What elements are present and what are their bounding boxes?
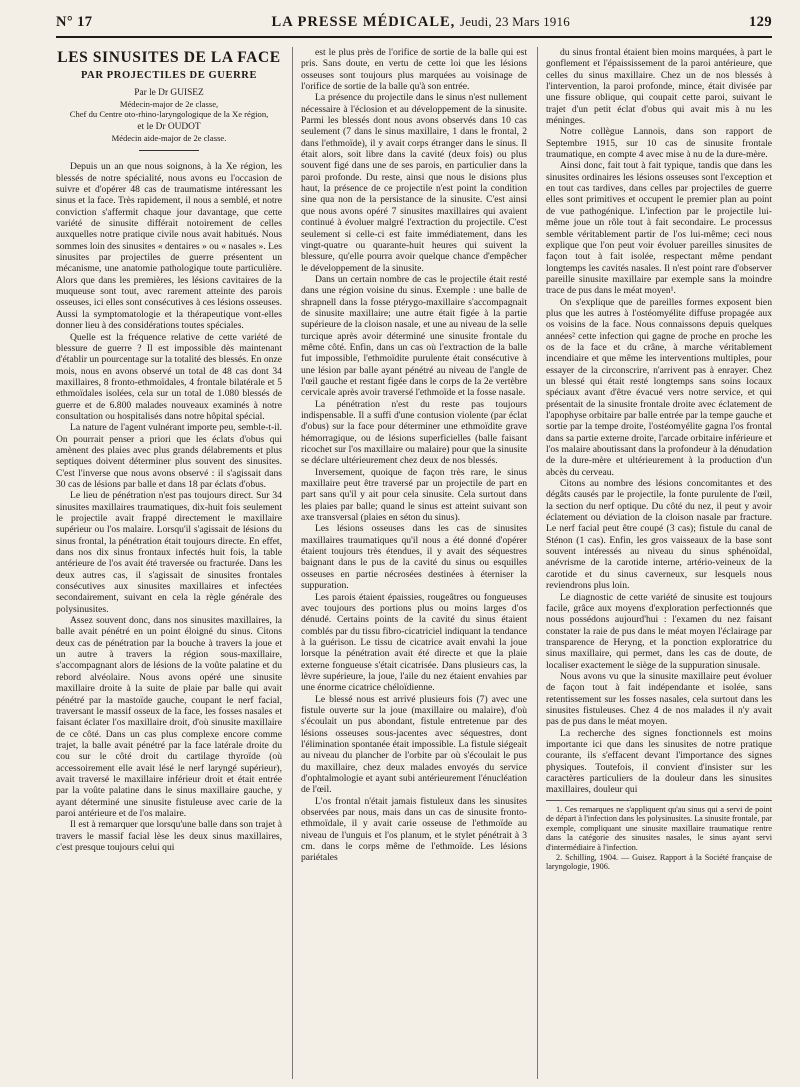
paragraph: Ainsi donc, fait tout à fait typique, tandis que dans les sinusites ordinaires les lésions osseuses sont l'exception et en tout cas tardives, dans celles par projectiles de guerre elles sont primitives et occupent le premier plan au point de vue pathogénique. L'infection par le projectile lui-même joue un rôle tout à fait secondaire. Le processus semble véritablement partir de l'os lui-même; ceci nous explique que l'on peut voir évoluer pareilles sinusites de façon tout à fait isolée, respectant même pendant longtemps les cavités nasales. Il n'est point rare d'observer pareille sinusite maxillaire par exemple sans la moindre trace de pus dans le méat moyen¹. — [546, 160, 772, 297]
paragraph: Inversement, quoique de façon très rare, le sinus maxillaire peut être traversé par un projectile de part en part sans qu'il y ait pour cela sinusite. Cela surtout dans les plaies par balle; quand le sinus est atteint suivant son axe transversal (plaies en séton du sinus). — [301, 466, 527, 524]
masthead — [272, 14, 570, 31]
author-1-role-1: Médecin-major de 2e classe, — [119, 99, 219, 110]
paragraph: Nous avons vu que la sinusite maxillaire peut évoluer de façon tout à fait indépendante et isolée, sans retentissement sur les fosses nasales, cela surtout dans les sinusites fistuleuses. Chez 4 de nos malades il n'y avait pas de pus dans le méat moyen. — [546, 670, 772, 728]
footnote: 2. Schilling, 1904. — Guisez. Rapport à la Société française de laryngologie, 1906. — [546, 852, 772, 872]
paragraph: est le plus près de l'orifice de sortie de la balle qui est pris. Sans doute, en vertu de cette loi que les lésions osseuses sont toujours plus marquées au voisinage de l'orifice de sortie de la balle qu'à son entrée. — [301, 47, 527, 93]
paragraph: La présence du projectile dans le sinus n'est nullement nécessaire à l'éclosion et au développement de la sinusite. Parmi les blessés dont nous avons observés dans 10 cas seulement (7 dans le sinus maxillaire, 1 dans le frontal, 2 dans l'ethmoïde), il y avait corps étranger dans le sinus. Il était alors, soit libre dans la cavité (deux fois) ou plus souvent figé dans une de ses parois, en particulier dans la paroi profonde. Du reste, ainsi que nous le disions plus haut, la présence de ce projectile n'est point la condition sine qua non de la persistance de la sinusite. C'est ainsi que nous avons opéré 7 sinusites maxillaires qui avaient continué à évoluer malgré l'extraction du projectile. C'est seulement si celle-ci est faite immédiatement, dans les vingt-quatre ou quarante-huit heures qui suivent la blessure, qu'elle pourra avoir quelque chance d'empêcher le développement de la sinusite. — [301, 92, 527, 274]
column-1 — [56, 47, 282, 1079]
paragraph: Notre collègue Lannois, dans son rapport de Septembre 1915, sur 10 cas de sinusite frontale traumatique, en compte 4 avec mise à nu de la dure-mère. — [546, 126, 772, 161]
paragraph: Les parois étaient épaissies, rougeâtres ou fongueuses avec toujours des portions plus ou moins larges d'os dénudé. Certains points de la cavité du sinus étaient comblés par du tissu fibro-cicatriciel indiquant la tendance à la guérison. Le tissu de cicatrice avait envahi la joue lorsque la pénétration avait été directe et que la plaie externe fongueuse s'était cicatrisée. Dans plusieurs cas, la lèvre supérieure, la joue, l'aile du nez étaient envahies par une énorme cicatrice chéloïdienne. — [301, 591, 527, 694]
paragraph: Depuis un an que nous soignons, à la Xe région, les blessés de notre spécialité, nous avons eu l'occasion de suivre et d'opérer 48 cas de traumatisme intéressant les sinus et la face. Très rapidement, il nous a semblé, et notre conviction s'affermit chaque jour davantage, que cette variété de sinusite différait notoirement de celles auxquelles notre pratique civile nous avait habitués. Nous sommes loin des sinusites « dentaires » ou « nasales ». Les sinusites par projectiles de guerre présentent un mécanisme, une anatomie pathologique toute particulière. Alors que dans les premières, les lésions cavitaires de la muqueuse sont tout, avec rarement atteinte des parois osseuses, ici elles sont consécutives à ces lésions osseuses. Aussi la symptomatologie et la thérapeutique vont-elles donner lieu à des considérations toutes spéciales. — [56, 161, 282, 332]
paragraph: L'os frontal n'était jamais fistuleux dans les sinusites observées par nous, mais dans un cas de sinusite fronto-ethmoïdale, il y avait carie osseuse de l'ethmoïde au niveau de l'unguis et l'os planum, et le stylet pénétrait à 3 cm. dans le corps même de l'ethmoïde. Les lésions pariétales — [301, 795, 527, 864]
title-divider — [139, 150, 199, 151]
author-1: Par le Dr GUISEZ — [134, 88, 204, 99]
journal-name: LA PRESSE MÉDICALE, — [271, 14, 456, 30]
author-2: et le Dr OUDOT — [137, 122, 201, 133]
column-3 — [537, 47, 772, 1079]
article-columns — [56, 47, 772, 1087]
page-header — [56, 14, 772, 38]
article-subtitle: PAR PROJECTILES DE GUERRE — [80, 70, 258, 81]
article-title-block — [56, 49, 282, 151]
paragraph: Quelle est la fréquence relative de cette variété de blessure de guerre ? Il est impossible dès maintenant d'établir un pourcentage sur la totalité des blessés. En onze mois, nous en avons observé un total de 48 cas dont 34 maxillaires, 8 fronto-ethmoïdales, 4 frontale bilatérale et 5 ethmoïdales isolées, cela sur un total de 1.080 blessés de guerre et de 6.800 malades nouveaux examinés à notre consultation ou hospitalisés dans notre hôpital spécial. — [56, 331, 282, 422]
paragraph: La pénétration n'est du reste pas toujours indispensable. Il a suffi d'une contusion violente (par éclat d'obus) sur la face pour déterminer une ethmoïdite grave hémorragique, ou de lésions superficielles (balle faisant ricochet sur l'os maxillaire ou malaire) pour que la sinusite se déclare ultérieurement chez deux de nos blessés. — [301, 398, 527, 467]
author-1-role-2: Chef du Centre oto-rhino-laryngologique de la Xe région, — [69, 109, 269, 120]
paragraph: Le diagnostic de cette variété de sinusite est toujours facile, grâce aux moyens d'exploration perfectionnés que nous possédons aujourd'hui : l'examen du nez faisant constater la raie de pus dans le méat moyen l'éclairage par transparence de Heryng, et la ponction exploratrice du sinus maxillaire, qui permet, dans les cas de doute, de localiser exactement le siège de la suppuration sinusale. — [546, 591, 772, 671]
paragraph: Il est à remarquer que lorsqu'une balle dans son trajet à travers le massif facial lèse les deux sinus maxillaires, c'est presque toujours celui qui — [56, 819, 282, 853]
article-title: LES SINUSITES DE LA FACE — [57, 49, 281, 66]
page-number: 129 — [749, 14, 772, 30]
paragraph: du sinus frontal étaient bien moins marquées, à part le gonflement et l'épaississement de la paroi antérieure, que celles du sinus maxillaire. Chez un de nos blessés à l'intervention, la paroi profonde, mince, était divisée par une fissure oblique, qui coupait cette paroi, suivant le trajet d'un petit éclat d'obus qui avait mis à nu les méninges. — [546, 47, 772, 127]
issue-number: N° 17 — [56, 14, 93, 30]
paragraph: Le lieu de pénétration n'est pas toujours direct. Sur 34 sinusites maxillaires traumatiques, dix-huit fois seulement le projectile avait frappé directement le maxillaire supérieur ou l'os malaire. Lorsqu'il s'agissait de lésions du sinus frontal, la pénétration était toujours directe. En effet, dans nos dix sinus frontaux infectés huit fois, la table antérieure de l'os avait été traversée ou fracturée. Dans les deux autres cas, il s'agissait de sinusites frontales consécutives aux sinusites maxillaires et infectées secondairement, suivant en cela la règle générale des polysinusites. — [56, 490, 282, 615]
paragraph: Dans un certain nombre de cas le projectile était resté dans une région voisine du sinus. Exemple : une balle de shrapnell dans la fosse ptérygo-maxillaire s'accompagnait de sinusite maxillaire; une autre était figée à la partie supérieure de la cloison nasale, et une au niveau de la selle turcique après avoir déterminé une sinusite frontale du même côté. Enfin, dans un cas où l'extraction de la balle fut impossible, l'ethmoïdite purulente était consécutive à une lésion par balle ayant pénétré au niveau de l'angle de l'œil gauche et restant figée dans le corps de la 2e vertèbre cervicale après avoir traversé l'ethmoïde et la fosse nasale. — [301, 273, 527, 399]
paragraph: Le blessé nous est arrivé plusieurs fois (7) avec une fistule ouverte sur la joue (maxillaire ou malaire), d'où s'écoulait un pus abondant, fistule entretenue par des lésions osseuses sous-jacentes avec séquestres, dont l'élimination spontanée était impossible. La fistule siégeait au niveau du plancher de l'orbite par où s'écoulait le pus du maxillaire, chez deux malades envoyés du service d'ophtalmologie et ayant subi antérieurement l'énucléation de l'œil. — [301, 693, 527, 796]
paragraph: Citons au nombre des lésions concomitantes et des dégâts causés par le projectile, la fonte purulente de l'œil, la section du nerf optique. Du côté du nez, il peut y avoir éclatement ou déviation de la cloison nasale par fracture. Le nerf facial peut être coupé (3 cas); fistule du canal de Sténon (1 cas). Enfin, les gros vaisseaux de la base sont souvent intéressés au niveau du sinus sphénoïdal, anévrisme de la carotide interne, artério-veineux de la carotide et du sinus caverneux, sur lesquels nous reviendrons plus loin. — [546, 478, 772, 592]
author-2-role: Médecin aide-major de 2e classe. — [111, 133, 227, 144]
paragraph: Les lésions osseuses dans les cas de sinusites maxillaires traumatiques qu'il nous a été donné d'opérer étaient toujours très étendues, il y avait des séquestres baignant dans le pus de la cavité du sinus ou esquilles osseuses en partie nécrosées destinées à éterniser la suppuration. — [301, 523, 527, 592]
paragraph: Assez souvent donc, dans nos sinusites maxillaires, la balle avait pénétré en un point éloigné du sinus. Citons deux cas de pénétration par la bouche à travers la joue et un autre à travers la région sous-maxillaire, s'accompagnant alors de lésions de la voûte palatine et du rebord alvéolaire. Nous avons opéré une sinusite maxillaire droite à la suite de plaie par balle qui avait pénétré par la mastoïde gauche, coupant le nerf facial, traversant le massif osseux de la face, les fosses nasales et faisant éclater l'os maxillaire droit, d'où sinusite maxillaire de ce côté. Dans un cas plus complexe encore comme trajet, la balle avait pénétré par la face latérale droite du cou sur le côté droit du cartilage thyroïde (où accessoirement elle avait lésé le nerf laryngé supérieur), avait traversé le maxillaire inférieur droit et était entrée par la voûte palatine dans le sinus maxillaire gauche, y ayant déterminé une sinusite fistuleuse avec carie de la paroi antérieure et de l'os malaire. — [56, 615, 282, 819]
footnote: 1. Ces remarques ne s'appliquent qu'au sinus qui a servi de point de départ à l'infection dans les polysinusites. La sinusite frontale, par exemple, compliquant une sinusite maxillaire traumatique rentre dans la catégorie des sinusites nasales, le sinus ayant servi d'intermédiaire à l'infection. — [546, 804, 772, 853]
column-2 — [292, 47, 527, 1079]
paragraph: La nature de l'agent vulnérant importe peu, semble-t-il. On pourrait penser a priori que les éclats d'obus qui amènent des plaies avec plus grands délabrements et plus septiques doivent déterminer plus souvent des sinusites. C'est l'inverse que nous avons observé : il s'agissait dans 30 cas de lésions par balle et dans 18 par éclats d'obus. — [56, 422, 282, 490]
paragraph: On s'explique que de pareilles formes exposent bien plus que les autres à l'ostéomyélite diffuse propagée aux os voisins de la face. Nous connaissons depuis quelques années² cette infection qui gagne de proche en proche les os de la face et du crâne, à marche véritablement incendiaire et que même les interventions multiples, pour essayer de la circonscrire, n'arrivent pas à enrayer. Chez un blessé qui était resté longtemps sans soins locaux spéciaux avant d'être évacué vers notre service, et qui présentait de la sinusite frontale droite avec éclatement de l'apophyse orbitaire par balle entrée par la tempe gauche et sortie par la tempe droite, l'ostéomyélite gagna l'os frontal dans sa partie externe droite, l'arcade orbitaire inférieure et l'os malaire aboutissant dans la profondeur à la dénudation de la dure-mère et ultérieurement à la production d'un abcès du cerveau. — [546, 296, 772, 478]
footnotes — [546, 800, 772, 872]
paragraph: La recherche des signes fonctionnels est moins importante ici que dans les sinusites de notre pratique courante, ils s'effacent devant l'importance des signes physiques. Toutefois, il convient d'insister sur les caractères particuliers de la douleur dans les sinusites maxillaires, douleur qui — [546, 727, 772, 796]
issue-date: Jeudi, 23 Mars 1916 — [459, 14, 570, 29]
